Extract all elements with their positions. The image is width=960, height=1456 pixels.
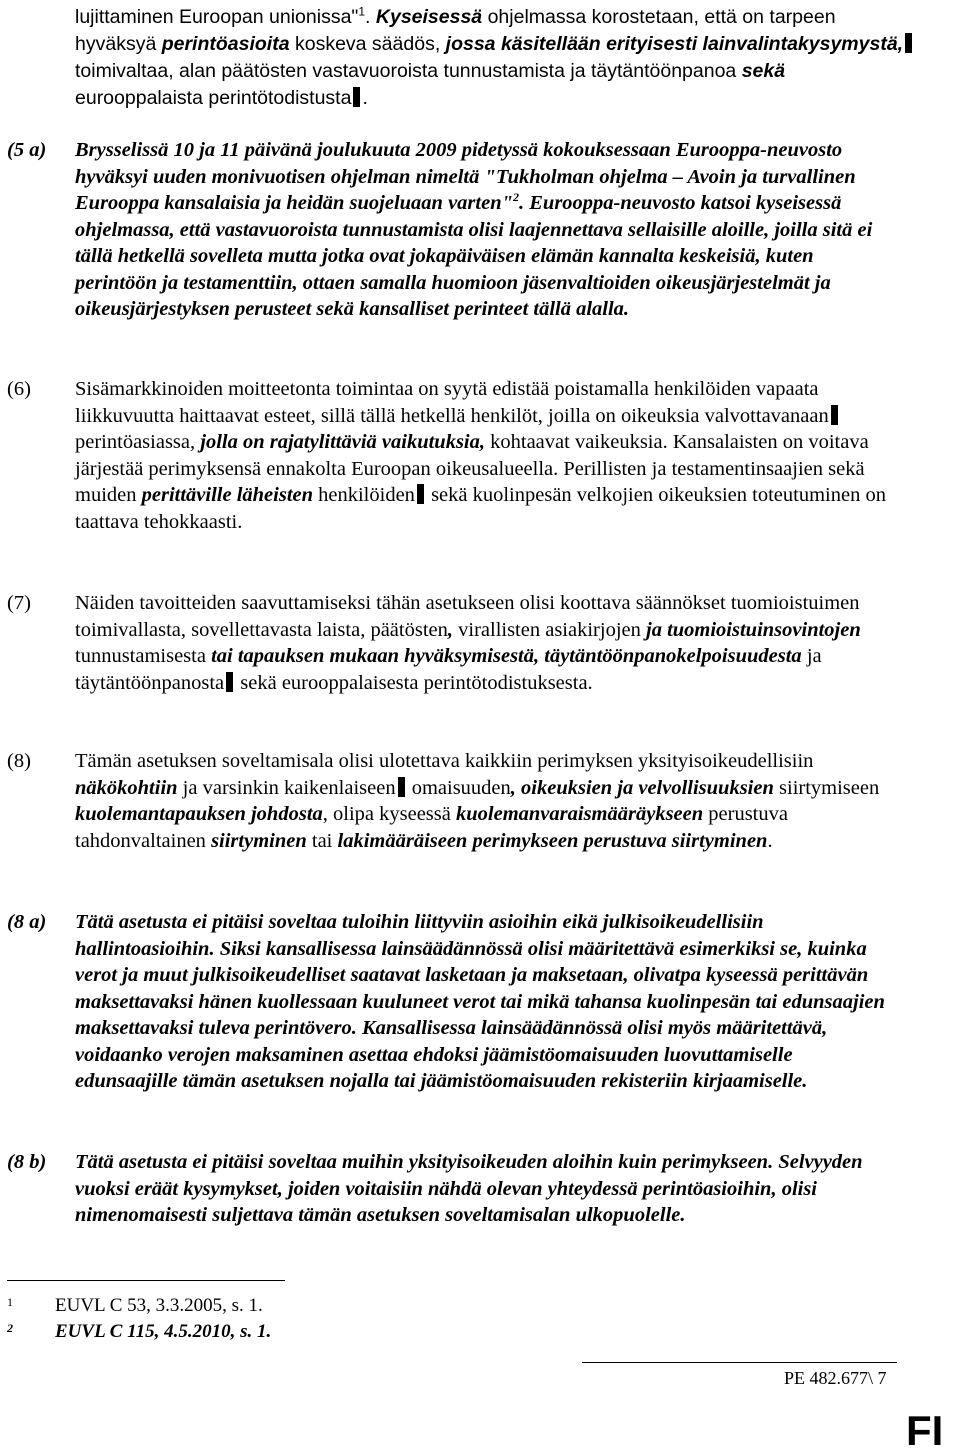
amended-text: Kyseisessä [375, 6, 483, 28]
recital-text [75, 748, 895, 854]
footer-separator [582, 1362, 897, 1363]
recital-number: (6) [7, 378, 31, 400]
recital-text [75, 137, 895, 323]
text-run: eurooppalaista perintötodistusta [75, 87, 352, 109]
text-run: siirtymiseen [773, 776, 880, 799]
text-run: Tämän asetuksen soveltamisala olisi ulotettava kaikkiin perimyksen yksityisoikeudellisiin [75, 750, 814, 772]
text-run: ja varsinkin kaikenlaiseen [177, 776, 396, 799]
amended-text: tai tapauksen mukaan hyväksymisestä, täytäntöönpanokelpoisuudesta [211, 645, 802, 667]
text-run: ohjelmassa korostetaan, että on tarpeen hyväksyä [75, 6, 836, 55]
recital-number: (5 a) [7, 139, 47, 161]
text-run: Näiden tavoitteiden saavuttamiseksi tähän asetukseen olisi koottava säännökset tuomioistuimen toimivallasta, sovellettavasta laista, päätösten [75, 592, 860, 641]
amended-text: kuolemanvaraismääräykseen [456, 803, 704, 825]
text-run: . [767, 829, 773, 852]
text-run: koskeva säädös, [289, 33, 446, 55]
recital-number: (8 b) [7, 1151, 47, 1173]
recital-text [75, 376, 895, 535]
amended-text: , oikeuksien ja velvollisuuksien [510, 776, 774, 799]
continuation-paragraph [75, 4, 915, 112]
text-run: , olipa kyseessä [322, 803, 456, 825]
recital-number: (7) [7, 592, 31, 614]
footnote-mark: 2 [7, 1321, 13, 1335]
amended-text: jolla on rajatylittäviä vaikutuksia, [200, 431, 485, 453]
recital-text: Tätä asetusta ei pitäisi soveltaa tuloihin liittyviin asioihin eikä julkisoikeudellisiin hallintoasioihin. Siksi kansallisessa lainsäädännössä olisi määritettävä esimerkiksi se, kuinka verot ja muut julkisoikeudelliset saatavat lasketaan ja maksetaan, olivatpa kyseessä perittävän maksettavaksi hänen kuollessaan kuuluneet verot tai mikä tahansa kuolinpesän tai edunsaajien maksettavaksi tuleva perintövero. Kansallisessa lainsäädännössä olisi myös määritettävä, voidaanko verojen maksaminen asettaa ehdoksi jäämistöomaisuuden luovuttamiselle edunsaajille tämän asetuksen nojalla tai jäämistöomaisuuden rekisteriin kirjaamiselle. [75, 911, 885, 1092]
footnote-text: EUVL C 53, 3.3.2005, s. 1. [55, 1295, 263, 1316]
text-run: kohtaavat vaikeuksia. Kansalaisten on voitava järjestää perimyksensä ennakolta Euroopan oikeusalueella. Perillisten ja testamentinsaajien sekä muiden [75, 431, 869, 506]
deletion-marker [417, 484, 424, 504]
language-code: FI [906, 1407, 944, 1454]
recital-text [75, 590, 895, 696]
text-run: tai [306, 829, 338, 852]
text-run: . [365, 6, 376, 28]
text-run: . Eurooppa-neuvosto katsoi kyseisessä ohjelmassa, että vastavuoroista tunnustamista olisi laajennettava sellaisille aloille, joilla sitä ei tällä hetkellä sovelleta mutta jotka ovat jokapäiväisen elämän kannalta keskeisiä, kuten perintöön ja testamenttiin, ottaen samalla huomioon jäsenvaltioiden oikeusjärjestelmät ja oikeusjärjestyksen perusteet sekä kansalliset perinteet tällä alalla. [75, 192, 873, 320]
deletion-marker [398, 777, 405, 797]
footnote-mark: 1 [7, 1295, 13, 1309]
deletion-marker [905, 33, 912, 53]
amended-text: sekä [741, 60, 786, 82]
amended-text: perintöasioita [161, 33, 290, 55]
recital-number: (8) [7, 750, 31, 772]
text-run: perustuva tahdonvaltainen [75, 803, 788, 852]
amended-text: siirtyminen [211, 829, 307, 852]
text-run: henkilöiden [313, 484, 415, 506]
deletion-marker [831, 405, 838, 425]
recital-text: Tätä asetusta ei pitäisi soveltaa muihin yksityisoikeuden aloihin kuin perimykseen. Selvyyden vuoksi eräät kysymykset, joiden voitaisiin nähdä olevan yhteydessä perintöasioihin, olisi nimenomaisesti suljettava tämän asetuksen soveltamisalan ulkopuolelle. [75, 1151, 863, 1226]
amended-text: jossa käsitellään erityisesti lainvalintakysymystä, [445, 33, 904, 55]
footnote-separator [7, 1280, 285, 1281]
amended-text: , [447, 618, 453, 641]
deletion-marker [353, 87, 360, 107]
text-run: . [362, 87, 368, 109]
amended-text: perittäville läheisten [141, 484, 314, 506]
amended-text: lakimääräiseen perimykseen perustuva siirtyminen [337, 829, 768, 852]
text-run: Sisämarkkinoiden moitteetonta toimintaa on syytä edistää poistamalla henkilöiden vapaata liikkuvuutta haittaavat esteet, sillä tällä hetkellä henkilöt, joilla on oikeuksia valvottavanaan [75, 378, 829, 427]
amended-text: näkökohtiin [75, 776, 178, 799]
footnote-ref-1[interactable]: 1 [358, 4, 366, 19]
text-run: sekä eurooppalaisesta perintötodistuksesta. [235, 671, 593, 694]
amended-text: kuolemantapauksen johdosta [75, 803, 323, 825]
text-run: lujittaminen Euroopan unionissa" [75, 6, 359, 28]
text-run: perintöasiassa, [75, 431, 201, 453]
amended-text: ja tuomioistuinsovintojen [646, 618, 861, 641]
recital-number: (8 a) [7, 911, 47, 933]
deletion-marker [226, 672, 233, 692]
text-run: ja täytäntöönpanosta [75, 645, 822, 694]
text-run: tunnustamisesta [75, 645, 212, 667]
text-run: omaisuuden [406, 776, 511, 799]
footnote-ref-2[interactable]: 2 [513, 190, 519, 205]
text-run: sekä kuolinpesän velkojien oikeuksien toteutuminen on taattava tehokkaasti. [75, 484, 886, 533]
text-run: Brysselissä 10 ja 11 päivänä joulukuuta 2009 pidetyssä kokouksessaan Eurooppa-neuvosto hyväksyi uuden monivuotisen ohjelman nimeltä "Tukholman ohjelma – Avoin ja turvallinen Eurooppa kansalaisia ja heidän suojeluaan varten" [75, 139, 856, 214]
document-reference: PE 482.677\ 7 [784, 1368, 887, 1388]
footnote-text: EUVL C 115, 4.5.2010, s. 1. [55, 1321, 272, 1342]
text-run: virallisten asiakirjojen [453, 618, 646, 641]
text-run: toimivaltaa, alan päätösten vastavuoroista tunnustamista ja täytäntöönpanoa [75, 60, 742, 82]
